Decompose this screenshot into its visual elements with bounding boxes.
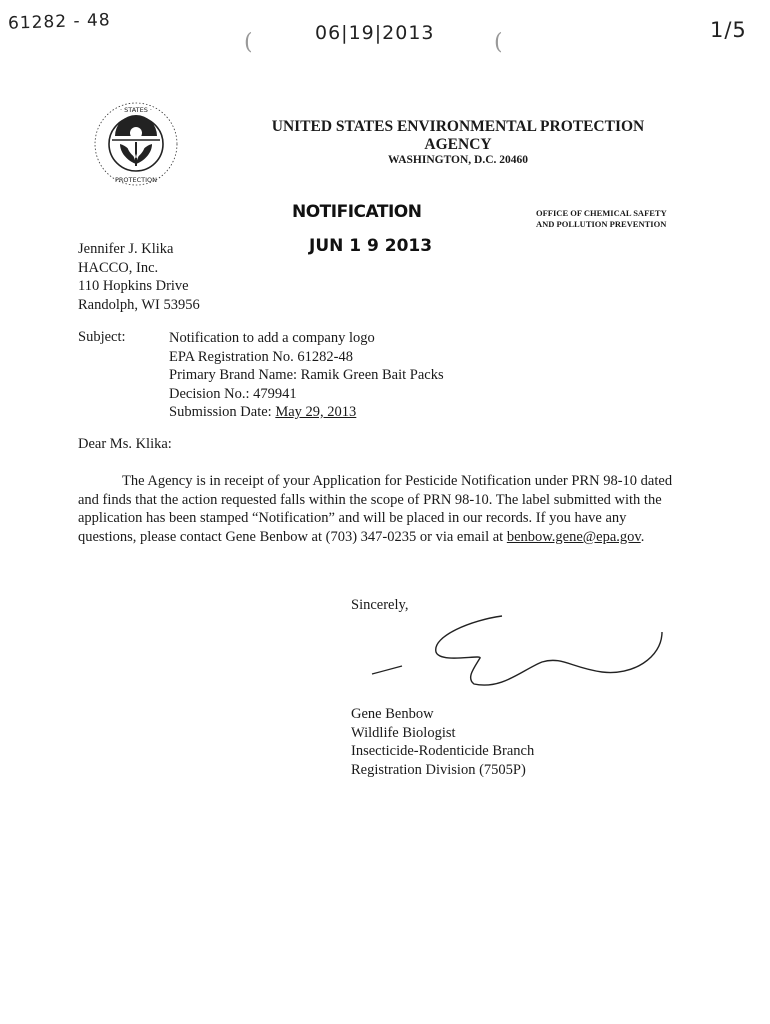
signer-title: Wildlife Biologist xyxy=(351,724,456,741)
agency-name-line1: UNITED STATES ENVIRONMENTAL PROTECTION xyxy=(271,118,645,135)
date-stamp: JUN 1 9 2013 xyxy=(309,236,433,256)
subject-line-2: EPA Registration No. 61282-48 xyxy=(169,348,353,365)
subject-line-4: Decision No.: 479941 xyxy=(169,385,297,402)
subject-line-1: Notification to add a company logo xyxy=(169,330,375,346)
epa-seal-logo xyxy=(92,100,180,188)
handwritten-registration-number: 61282 - 48 xyxy=(7,10,111,34)
recipient-street: 110 Hopkins Drive xyxy=(78,278,189,294)
notification-stamp: NOTIFICATION xyxy=(292,202,422,222)
submission-date-label: Submission Date: xyxy=(169,404,276,420)
subject-line-5 xyxy=(169,403,444,422)
closing: Sincerely, xyxy=(351,597,409,613)
handwritten-signature xyxy=(362,608,682,698)
svg-text:· STATES ·: · STATES · xyxy=(119,106,153,114)
signer-name: Gene Benbow xyxy=(351,706,434,722)
subject-label: Subject: xyxy=(78,329,126,345)
email-link[interactable]: benbow.gene@epa.gov xyxy=(506,528,641,545)
signer-block xyxy=(351,705,534,779)
recipient-name: Jennifer J. Klika xyxy=(78,241,174,257)
agency-city: WASHINGTON, D.C. 20460 xyxy=(387,154,529,166)
svg-text:PROTECTION: PROTECTION xyxy=(114,176,158,184)
office-line2: AND POLLUTION PREVENTION xyxy=(536,218,667,229)
recipient-address xyxy=(78,240,200,314)
body-end: . xyxy=(640,528,645,545)
signer-division: Registration Division (7505P) xyxy=(351,761,526,778)
scan-mark-right: ( xyxy=(494,30,503,55)
subject-line-3: Primary Brand Name: Ramik Green Bait Packs xyxy=(169,367,444,383)
salutation: Dear Ms. Klika: xyxy=(78,436,172,452)
office-name xyxy=(536,208,686,229)
handwritten-date: 06|19|2013 xyxy=(315,22,435,44)
agency-name-line2: AGENCY xyxy=(424,136,492,153)
scan-mark-left: ( xyxy=(244,30,253,55)
recipient-company: HACCO, Inc. xyxy=(78,259,159,276)
office-line1: OFFICE OF CHEMICAL SAFETY xyxy=(536,208,667,218)
submission-date: May 29, 2013 xyxy=(275,404,357,420)
body-paragraph xyxy=(78,472,678,546)
agency-name xyxy=(240,118,676,154)
recipient-city: Randolph, WI 53956 xyxy=(78,296,200,313)
subject-details xyxy=(169,329,444,422)
body-text: The Agency is in receipt of your Application for Pesticide Notification under PRN 98-10 dated and finds that the action requested falls within the scope of PRN 98-10. The label submitted with the application has been stamped “Notification” and will be placed in our records. If you have any questions, please contact Gene Benbow at (703) 347-0235 or via email at xyxy=(78,473,673,545)
handwritten-page-number: 1/5 xyxy=(710,18,747,42)
signer-branch: Insecticide-Rodenticide Branch xyxy=(351,743,535,759)
